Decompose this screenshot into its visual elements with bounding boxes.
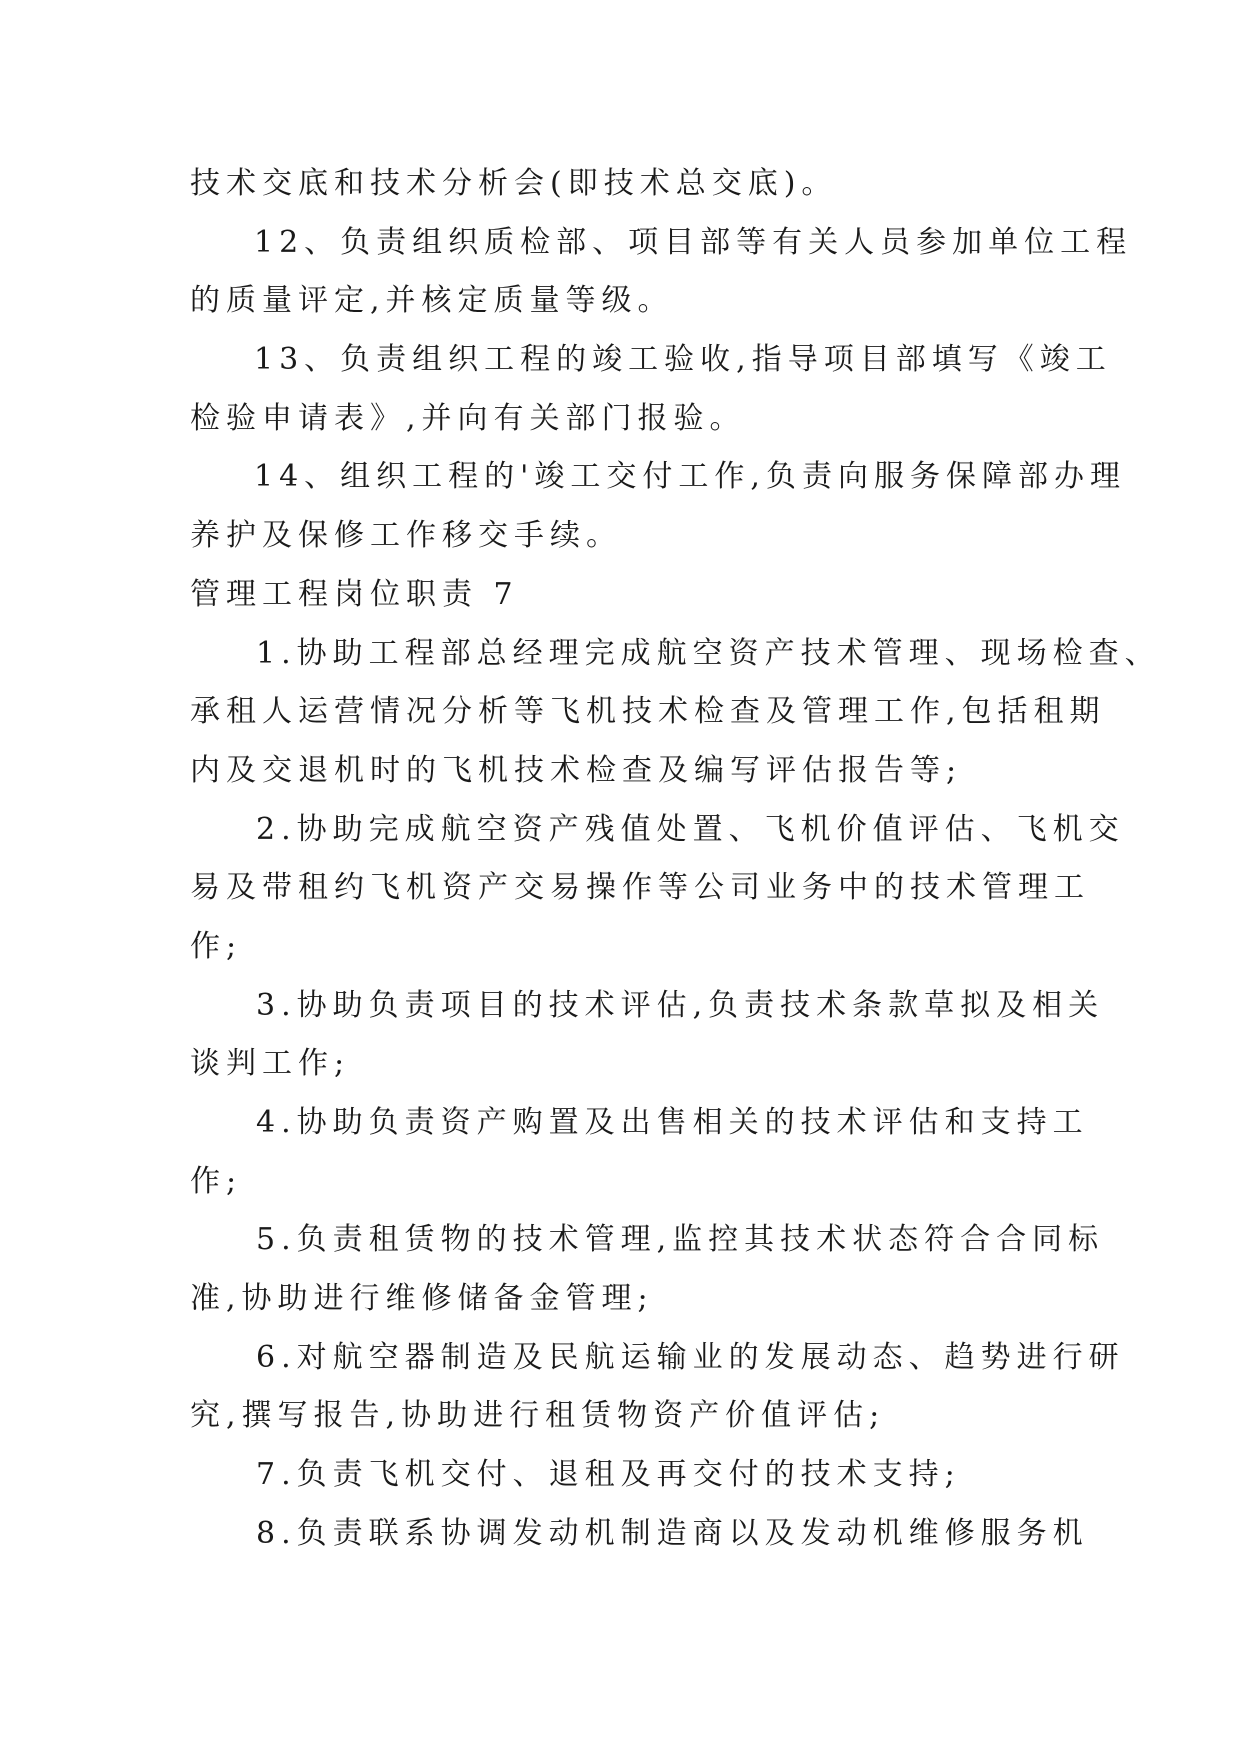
- text-line: 技术交底和技术分析会(即技术总交底)。: [190, 166, 838, 201]
- text-line: 究,撰写报告,协助进行租赁物资产价值评估;: [190, 1398, 886, 1434]
- text-line: 13、负责组织工程的竣工验收,指导项目部填写《竣工: [254, 342, 1112, 378]
- text-line: 内及交退机时的飞机技术检查及编写评估报告等;: [190, 752, 963, 788]
- section-heading: 管理工程岗位职责 7: [190, 576, 519, 612]
- text-line: 养护及保修工作移交手续。: [190, 518, 622, 554]
- text-line: 14、组织工程的'竣工交付工作,负责向服务保障部办理: [254, 459, 1126, 495]
- text-line: 5.负责租赁物的技术管理,监控其技术状态符合合同标: [256, 1222, 1105, 1258]
- text-line: 谈判工作;: [190, 1046, 351, 1082]
- text-line: 准,协助进行维修储备金管理;: [190, 1281, 654, 1317]
- text-line: 3.协助负责项目的技术评估,负责技术条款草拟及相关: [256, 987, 1105, 1023]
- text-line: 作;: [190, 1163, 243, 1199]
- text-line: 2.协助完成航空资产残值处置、飞机价值评估、飞机交: [256, 811, 1125, 847]
- text-line: 的质量评定,并核定质量等级。: [190, 283, 674, 319]
- document-body: [190, 155, 1161, 1564]
- text-line: 12、负责组织质检部、项目部等有关人员参加单位工程: [254, 224, 1133, 260]
- text-line: 4.协助负责资产购置及出售相关的技术评估和支持工: [256, 1105, 1089, 1140]
- text-line: 承租人运营情况分析等飞机技术检查及管理工作,包括租期: [190, 694, 1106, 730]
- text-line: 1.协助工程部总经理完成航空资产技术管理、现场检查、: [256, 635, 1161, 671]
- text-line: 6.对航空器制造及民航运输业的发展动态、趋势进行研: [256, 1339, 1125, 1375]
- text-line: 8.负责联系协调发动机制造商以及发动机维修服务机: [256, 1515, 1089, 1551]
- text-line: 7.负责飞机交付、退租及再交付的技术支持;: [256, 1457, 961, 1493]
- text-line: 易及带租约飞机资产交易操作等公司业务中的技术管理工: [190, 870, 1090, 906]
- text-line: 检验申请表》,并向有关部门报验。: [190, 400, 746, 436]
- text-line: 作;: [190, 928, 243, 964]
